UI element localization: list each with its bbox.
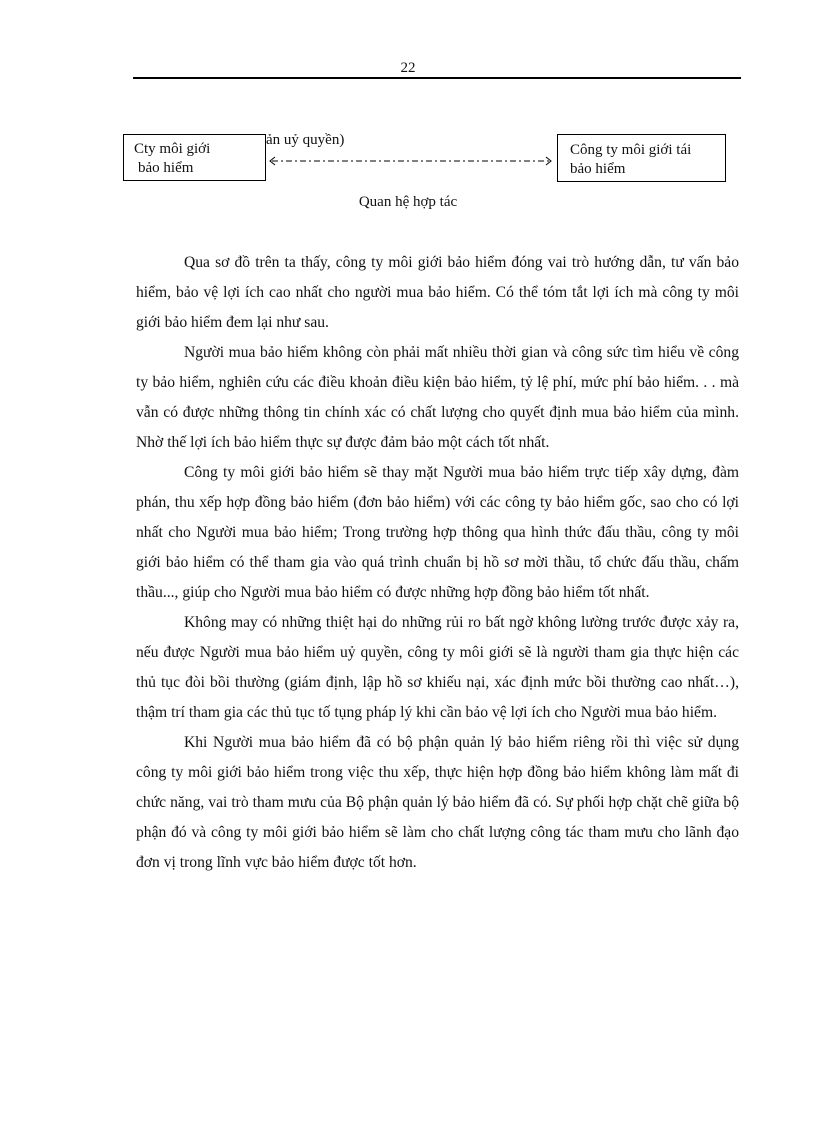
bidirectional-arrow xyxy=(268,154,553,168)
broker-company-label-line-2: bảo hiểm xyxy=(138,160,194,176)
paragraph: Khi Người mua bảo hiểm đã có bộ phận quản lý bảo hiểm riêng rồi thì việc sử dụng công ty môi giới bảo hiểm trong việc thu xếp, thực hiện hợp đồng bảo hiểm không làm mất đi chức năng, vai trò tham mưu của Bộ phận quản lý bảo hiểm đã có. Sự phối hợp chặt chẽ giữa bộ phận đó và công ty môi giới bảo hiểm sẽ làm cho chất lượng công tác tham mưu cho lãnh đạo đơn vị trong lĩnh vực bảo hiểm được tốt hơn. xyxy=(136,734,739,871)
reinsurance-broker-box xyxy=(557,134,726,182)
header-rule xyxy=(133,77,741,79)
paragraph: Qua sơ đồ trên ta thấy, công ty môi giới bảo hiểm đóng vai trò hướng dẫn, tư vấn bảo hiểm, bảo vệ lợi ích cao nhất cho người mua bảo hiểm. Có thể tóm tắt lợi ích mà công ty môi giới bảo hiểm đem lại như sau. xyxy=(136,254,739,331)
broker-company-box xyxy=(123,134,266,181)
diagram-caption: Quan hệ hợp tác xyxy=(358,194,458,210)
paragraph: Người mua bảo hiểm không còn phải mất nhiều thời gian và công sức tìm hiểu về công ty bảo hiểm, nghiên cứu các điều khoản điều kiện bảo hiểm, tỷ lệ phí, mức phí bảo hiểm. . . mà vẫn có được những thông tin chính xác có chất lượng cho quyết định mua bảo hiểm của mình. Nhờ thế lợi ích bảo hiểm thực sự được đảm bảo một cách tốt nhất. xyxy=(136,344,739,451)
page-number: 22 xyxy=(400,60,416,76)
paragraph: Không may có những thiệt hại do những rủi ro bất ngờ không lường trước được xảy ra, nếu được Người mua bảo hiểm uỷ quyền, công ty môi giới sẽ là người tham gia thực hiện các thủ tục đòi bồi thường (giám định, lập hồ sơ khiếu nại, xác định mức bồi thường cao nhất…), thậm trí tham gia các thủ tục tố tụng pháp lý khi cần bảo vệ lợi ích cho Người mua bảo hiểm. xyxy=(136,614,739,721)
reinsurance-broker-label-line-2: bảo hiểm xyxy=(570,161,626,177)
broker-company-label-line-1: Cty môi giới xyxy=(134,141,211,157)
relationship-label: ản uỷ quyền) xyxy=(266,132,345,148)
paragraph: Công ty môi giới bảo hiểm sẽ thay mặt Người mua bảo hiểm trực tiếp xây dựng, đàm phán, thu xếp hợp đồng bảo hiểm (đơn bảo hiểm) với các công ty bảo hiểm gốc, sao cho có lợi nhất cho Người mua bảo hiểm; Trong trường hợp thông qua hình thức đấu thầu, công ty môi giới bảo hiểm có thể tham gia vào quá trình chuẩn bị hồ sơ mời thầu, tổ chức đấu thầu, chấm thầu..., giúp cho Người mua bảo hiểm có được những hợp đồng bảo hiểm tốt nhất. xyxy=(136,464,739,601)
body-text xyxy=(136,248,739,878)
reinsurance-broker-label-line-1: Công ty môi giới tái xyxy=(570,142,692,158)
